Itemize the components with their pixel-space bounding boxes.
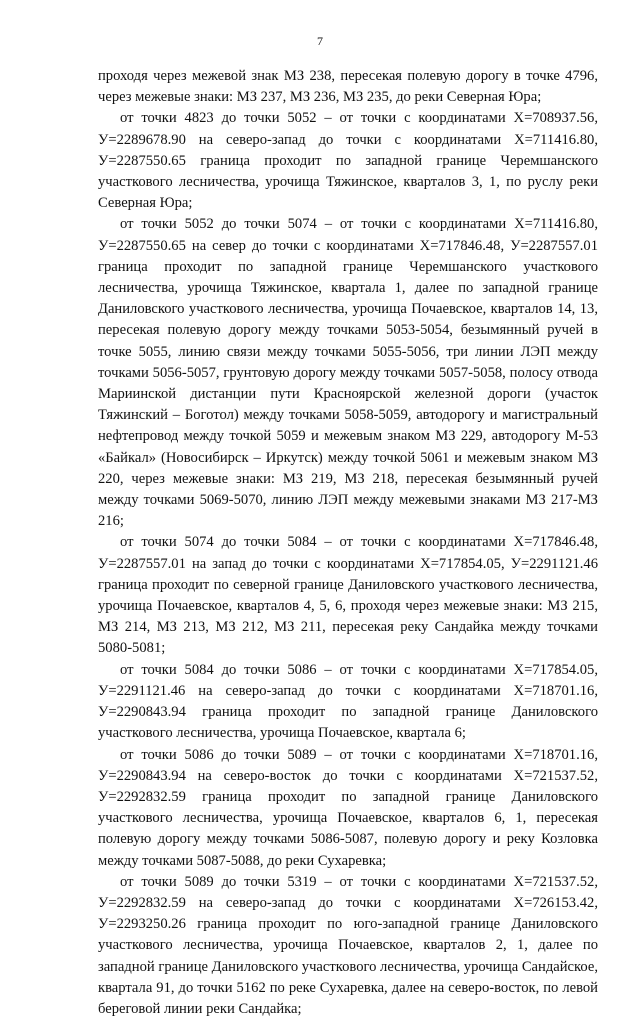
document-body <box>98 66 598 1020</box>
page-number: 7 <box>317 34 323 48</box>
paragraph-1: проходя через межевой знак МЗ 238, пересекая полевую дорогу в точке 4796, через межевые знаки: МЗ 237, МЗ 236, МЗ 235, до реки Северная Юра; <box>98 68 598 106</box>
paragraph-7: от точки 5089 до точки 5319 – от точки с координатами Х=721537.52, У=2292832.59 на северо-запад до точки с координатами Х=726153.42, У=2293250.26 граница проходит по юго-западной границе Даниловского участкового лесничества, урочища Почаевское, кварталов 2, 1, далее по западной границе Даниловского участкового лесничества, урочища Сандайское, квартала 91, до точки 5162 по реке Сухаревка, далее на северо-восток, по левой береговой линии реки Сандайка; <box>98 873 598 1017</box>
paragraph-4: от точки 5074 до точки 5084 – от точки с координатами Х=717846.48, У=2287557.01 на запад до точки с координатами Х=717854.05, У=2291121.46 граница проходит по северной границе Даниловского участкового лесничества, урочища Почаевское, кварталов 4, 5, 6, проходя через межевые знаки: МЗ 215, МЗ 214, МЗ 213, МЗ 212, МЗ 211, пересекая реку Сандайка между точками 5080-5081; <box>98 534 598 657</box>
paragraph-6: от точки 5086 до точки 5089 – от точки с координатами Х=718701.16, У=2290843.94 на северо-восток до точки с координатами Х=721537.52, У=2292832.59 граница проходит по западной границе Даниловского участкового лесничества, урочища Почаевское, кварталов 6, 1, пересекая полевую дорогу между точками 5086-5087, полевую дорогу и реку Козловка между точками 5087-5088, до реки Сухаревка; <box>98 746 598 869</box>
paragraph-3: от точки 5052 до точки 5074 – от точки с координатами Х=711416.80, У=2287550.65 на север до точки с координатами Х=717846.48, У=2287557.01 граница проходит по западной границе Черемшанского участкового лесничества, урочища Тяжинское, квартала 1, далее по западной границе Даниловского участкового лесничества, урочища Почаевское, кварталов 14, 13, пересекая полевую дорогу между точками 5053-5054, безымянный ручей в точке 5055, линию связи между точками 5055-5056, три линии ЛЭП между точками 5056-5057, грунтовую дорогу между точками 5057-5058, полосу отвода Мариинской дистанции пути Красноярской железной дороги (участок Тяжинский – Боготол) между точками 5058-5059, автодорогу и магистральный нефтепровод между точкой 5059 и межевым знаком МЗ 229, автодорогу М-53 «Байкал» (Новосибирск – Иркутск) между точкой 5061 и межевым знаком МЗ 220, через межевые знаки: МЗ 219, МЗ 218, пересекая безымянный ручей между точками 5069-5070, линию ЛЭП между межевыми знаками МЗ 217-МЗ 216; <box>98 216 598 530</box>
paragraph-5: от точки 5084 до точки 5086 – от точки с координатами Х=717854.05, У=2291121.46 на северо-запад до точки с координатами Х=718701.16, У=2290843.94 граница проходит по западной границе Даниловского участкового лесничества, урочища Почаевское, квартала 6; <box>98 661 598 742</box>
paragraph-2: от точки 4823 до точки 5052 – от точки с координатами Х=708937.56, У=2289678.90 на северо-запад до точки с координатами Х=711416.80, У=2287550.65 граница проходит по западной границе Черемшанского участкового лесничества, урочища Тяжинское, кварталов 3, 1, по руслу реки Северная Юра; <box>98 110 598 212</box>
